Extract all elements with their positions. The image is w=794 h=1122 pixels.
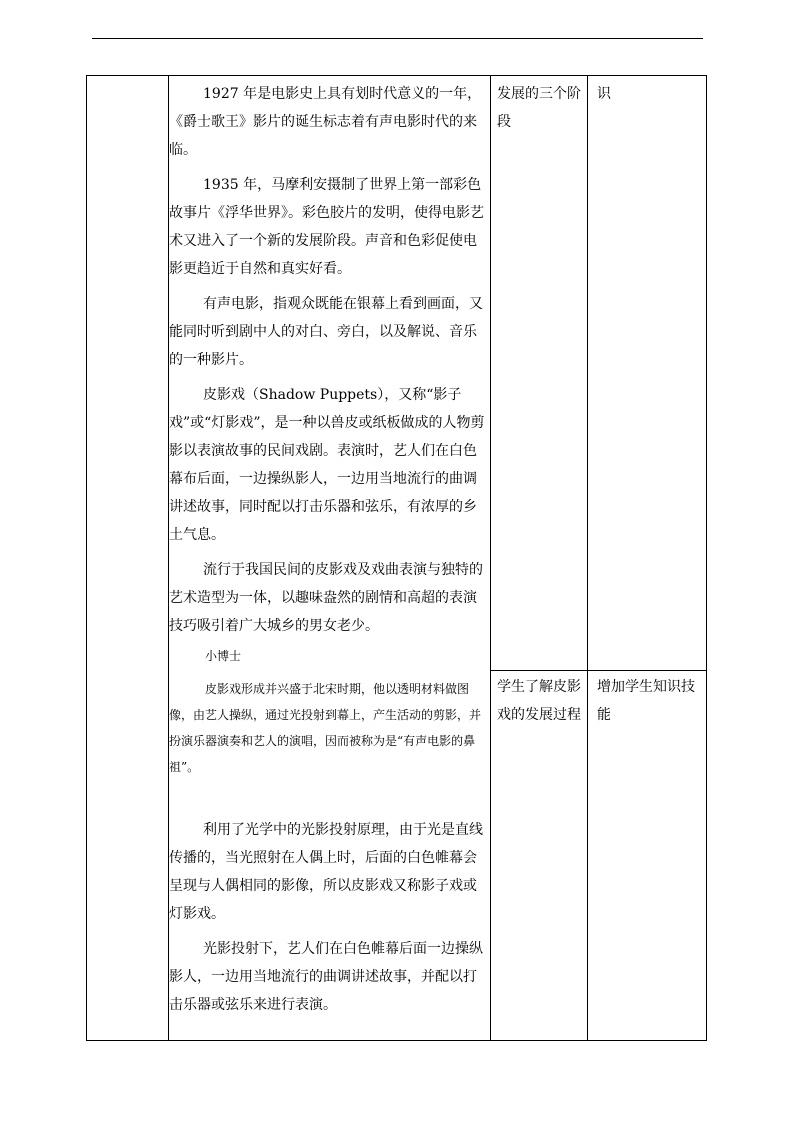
header-rule	[92, 38, 703, 39]
paragraph-color-film: 1935 年，马摩利安摄制了世界上第一部彩色故事片《浮华世界》。彩色胶片的发明，使得电影艺术又进入了一个新的发展阶段。声音和色彩促使电影更趋近于自然和真实好看。	[169, 177, 484, 277]
tip-title: 小博士	[205, 649, 242, 663]
tip-text: 皮影戏形成并兴盛于北宋时期，他以透明材料做图像，由艺人操纵，通过光投射到幕上，产生活动的剪影，并扮演乐器演奏和艺人的演唱，因而被称为是“有声电影的鼻祖”。	[169, 682, 482, 774]
intent-text-top: 识	[597, 86, 611, 102]
spacer	[169, 780, 490, 816]
paragraph-folk-performance: 流行于我国民间的皮影戏及戏曲表演与独特的艺术造型为一体，以趣味盎然的剧情和高超的表演技巧吸引着广大城乡的男女老少。	[169, 562, 483, 634]
row-divider	[490, 670, 707, 671]
activity-text-bottom: 学生了解皮影戏的发展过程	[497, 679, 581, 723]
activity-text-top: 发展的三个阶段	[497, 86, 581, 130]
lesson-table	[86, 75, 707, 1041]
intent-cell-bottom	[597, 673, 702, 729]
paragraph-sound-film: 有声电影，指观众既能在银幕上看到画面，又能同时听到剧中人的对白、旁白，以及解说、音乐的一种影片。	[169, 296, 483, 368]
content-cell	[169, 80, 490, 1026]
paragraph-light-projection: 利用了光学中的光影投射原理，由于光是直线传播的，当光照射在人偶上时，后面的白色帷幕会呈现与人偶相同的影像，所以皮影戏又称影子戏或灯影戏。	[169, 822, 483, 922]
paragraph-shadow-puppets: 皮影戏（Shadow Puppets），又称“影子戏”或“灯影戏”，是一种以兽皮或纸板做成的人物剪影以表演故事的民间戏剧。表演时，艺人们在白色幕布后面，一边操纵影人，一边用当地流行的曲调讲述故事，同时配以打击乐器和弦乐，有浓厚的乡土气息。	[169, 387, 485, 543]
column-divider-3	[587, 76, 588, 1040]
intent-cell-top	[597, 80, 702, 108]
intent-text-bottom: 增加学生知识技能	[597, 679, 695, 723]
paragraph-performance: 光影投射下，艺人们在白色帷幕后面一边操纵影人，一边用当地流行的曲调讲述故事，并配以打击乐器或弦乐来进行表演。	[169, 941, 483, 1013]
activity-cell-top	[497, 80, 583, 136]
column-divider-2	[490, 76, 491, 1040]
paragraph-jazz-singer: 1927 年是电影史上具有划时代意义的一年，《爵士歌王》影片的诞生标志着有声电影时代的来临。	[169, 86, 482, 158]
activity-cell-bottom	[497, 673, 583, 729]
